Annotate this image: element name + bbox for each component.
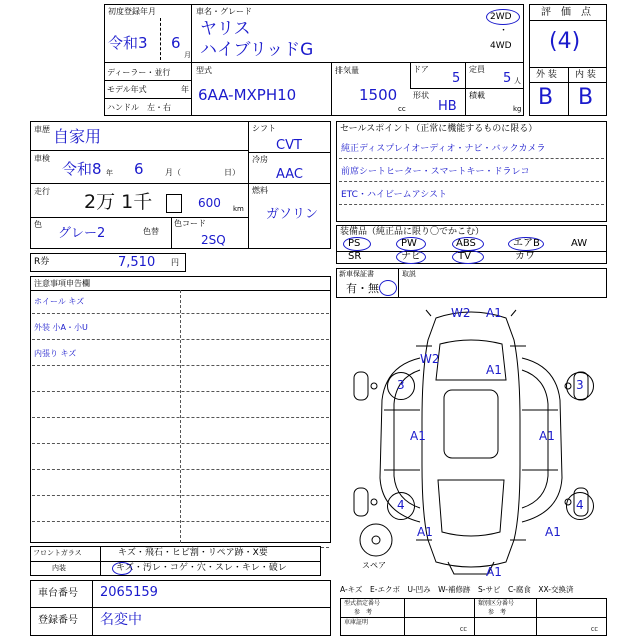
- dealer-label: ディーラー・並行: [107, 68, 171, 77]
- interior-label: 内 装: [575, 70, 596, 80]
- handle-label: ハンドル 左・右: [107, 103, 171, 112]
- class-cert-label: 類別区分番号: [478, 600, 515, 607]
- cc-unit: cc: [398, 105, 406, 113]
- car-damage-diagram: [336, 300, 607, 580]
- exterior-grade: B: [538, 85, 554, 110]
- note-line: 内張り キズ: [34, 349, 77, 358]
- capacity: 5: [503, 71, 512, 86]
- glass-label: フロントガラス: [33, 549, 82, 557]
- note-rule: [32, 469, 329, 470]
- recycle-label: R券: [34, 257, 50, 267]
- chassis-label: 車台番号: [38, 588, 78, 599]
- cc-label: CC: [460, 627, 467, 633]
- kg-unit: kg: [513, 105, 522, 113]
- damage-mark: W2: [451, 306, 471, 320]
- warranty-label: 新車保証書: [339, 270, 374, 278]
- note-line: 外装 小A・小U: [34, 323, 88, 332]
- exterior-label: 外 装: [536, 70, 557, 80]
- ref-label: 参 考: [488, 609, 507, 616]
- note-rule: [32, 443, 329, 444]
- interior-cond-label: 内装: [52, 564, 66, 572]
- color-code-label: 色コード: [174, 219, 206, 228]
- drive-2wd: 2WD: [490, 12, 512, 22]
- note-rule: [32, 495, 329, 496]
- displacement-label: 排気量: [335, 66, 359, 75]
- person-unit: 人: [514, 77, 521, 85]
- shape: HB: [438, 99, 457, 114]
- damage-mark: 4: [397, 498, 405, 512]
- year-unit: 年: [181, 85, 189, 94]
- reg-era: 令和3: [108, 34, 148, 52]
- registration-number: 名変中: [100, 612, 142, 628]
- note-rule: [32, 417, 329, 418]
- fuel-label: 燃料: [252, 186, 268, 195]
- type-cert-label: 型式指定番号: [344, 600, 381, 607]
- note-rule: [32, 365, 329, 366]
- car-name-label: 車名・グレード: [196, 7, 252, 16]
- car-grade: ハイブリッドG: [200, 40, 314, 60]
- recycle-section: [30, 253, 186, 272]
- displacement: 1500: [359, 86, 398, 104]
- note-rule: [32, 391, 329, 392]
- capacity-label: 定員: [469, 65, 485, 74]
- equip-pw: PW: [401, 238, 417, 249]
- glass-value: キズ・飛石・ヒビ割・リペア跡・X要: [118, 548, 268, 558]
- chassis-number: 2065159: [100, 585, 158, 600]
- damage-mark: A1: [486, 363, 502, 377]
- inspection-day-unit: 日）: [224, 168, 240, 177]
- equip-navi: ナビ: [401, 251, 421, 262]
- mileage-sub: 600: [198, 196, 221, 210]
- shift-label: シフト: [252, 124, 276, 133]
- equip-tv: TV: [458, 251, 471, 262]
- note-line: ホイール キズ: [34, 297, 85, 306]
- inspection-year-unit: 年: [106, 169, 113, 177]
- damage-mark: A1: [486, 565, 502, 579]
- cc-label: CC: [591, 627, 598, 633]
- yen-unit: 円: [171, 258, 179, 267]
- damage-mark: W2: [420, 352, 440, 366]
- manual-label: 取説: [402, 270, 416, 278]
- car-name: ヤリス: [200, 19, 251, 39]
- rating-score: (4): [549, 29, 581, 54]
- mileage-label: 走行: [34, 187, 50, 196]
- reg-date-label: 初度登録年月: [108, 7, 156, 16]
- registration-label: 登録番号: [38, 615, 78, 626]
- ac: AAC: [276, 167, 303, 182]
- shift: CVT: [276, 138, 302, 153]
- history-label: 車歴: [34, 125, 50, 134]
- spare-label: スペア: [362, 561, 386, 570]
- note-rule: [32, 339, 329, 340]
- sales-point-item: 前席シートヒーター・スマートキー・ドラレコ: [341, 167, 530, 177]
- fuel: ガソリン: [266, 207, 319, 222]
- equip-sr: SR: [348, 251, 362, 262]
- header-section: [104, 4, 524, 116]
- model-year-label: モデル年式: [107, 85, 147, 94]
- warranty-value: 有・無: [346, 282, 379, 295]
- ref-label: 参 考: [354, 609, 373, 616]
- damage-mark: A1: [539, 429, 555, 443]
- inspection-month-unit: 月（: [165, 168, 181, 177]
- damage-mark: A1: [545, 525, 561, 539]
- sales-points-label: セールスポイント（正常に機能するものに限る）: [340, 124, 538, 134]
- shape-label: 形状: [413, 91, 429, 100]
- sales-point-item: 純正ディスプレイオーディオ・ナビ・バックカメラ: [341, 144, 546, 154]
- reg-month: 6: [171, 34, 181, 52]
- damage-mark: A1: [417, 525, 433, 539]
- proof-label: 車庫証明: [344, 619, 369, 626]
- damage-mark: 4: [576, 498, 584, 512]
- inspection-era: 令和8: [62, 160, 102, 178]
- damage-mark: A1: [410, 429, 426, 443]
- month-unit: 月: [184, 51, 191, 59]
- type-label: 型式: [196, 66, 212, 75]
- note-rule: [32, 521, 329, 522]
- color-label: 色: [34, 220, 42, 229]
- km-unit: km: [233, 205, 244, 213]
- equip-ps: PS: [348, 238, 361, 249]
- vehicle-use: 自家用: [53, 127, 102, 146]
- damage-mark: A1: [486, 306, 502, 320]
- mileage: 2万 1千: [84, 191, 153, 213]
- drive-dot: ・: [499, 26, 509, 36]
- ac-label: 冷房: [252, 155, 268, 164]
- note-rule: [32, 313, 329, 314]
- inspection-month: 6: [134, 160, 144, 178]
- doors: 5: [452, 71, 461, 86]
- drive-4wd: 4WD: [490, 41, 512, 51]
- door-label: ドア: [413, 65, 429, 74]
- model-code: 6AA-MXPH10: [198, 86, 297, 104]
- damage-mark: 3: [397, 378, 405, 392]
- damage-legend: A-キズ E-エクボ U-凹み W-補修跡 S-サビ C-腐食 XX-交換済: [340, 585, 574, 594]
- equip-abs: ABS: [456, 238, 476, 249]
- color: グレー2: [58, 226, 106, 241]
- load-label: 積載: [469, 91, 485, 100]
- color-change-label: 色替: [143, 227, 159, 236]
- inspection-label: 車検: [34, 154, 50, 163]
- equip-leather: カワ: [515, 251, 535, 262]
- interior-grade: B: [578, 85, 594, 110]
- notes-label: 注意事項申告欄: [34, 279, 90, 288]
- damage-mark: 3: [576, 378, 584, 392]
- color-code: 2SQ: [201, 233, 226, 247]
- interior-cond-value: キズ・汚レ・コゲ・穴・スレ・キレ・破レ: [116, 563, 287, 573]
- equip-airbag: エアB: [513, 238, 540, 249]
- rating-label: 評 価 点: [541, 7, 591, 18]
- recycle-value: 7,510: [118, 255, 156, 270]
- equipment-label: 装備品（純正品に限り〇でかこむ）: [340, 227, 485, 237]
- sales-point-item: ETC・ハイビームアシスト: [341, 190, 447, 200]
- equip-aw: AW: [571, 238, 588, 249]
